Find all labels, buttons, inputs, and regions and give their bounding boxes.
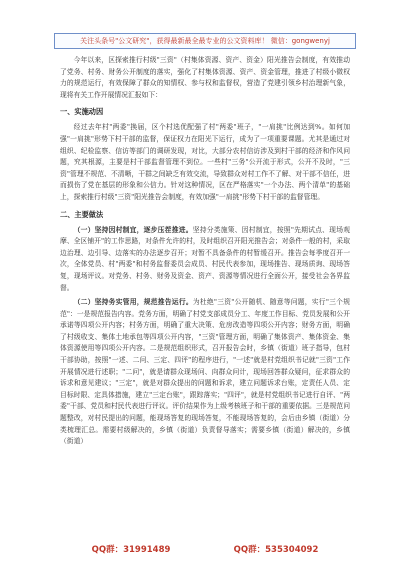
intro-paragraph: 今年以来，区探索推行村级"三资"（村集体资源、资产、资金）阳光推告会制度，有效推动了党务、村务、财务公开制度的落实，强化了村集体资源、资产、资金管理，推进了村级小微权力的规范运行，有效保障了群众的知情权、参与权和监督权，营造了党建引领乡村治理新气象，现将有关工作开展情况汇报如下：	[60, 56, 350, 99]
document-body	[60, 55, 350, 451]
promo-banner: 关注头条号"公文研究"，获得最新最全最专业的公文资料库！ 微信：gongwenyj	[54, 33, 356, 49]
footer	[60, 543, 350, 555]
section-1-paragraph: 经过去年村"两委"换届，区个村选优配强了村"两委"班子，"一肩挑"比例达到%。如何加强"一肩挑"形势下村干部的监督，保证权力在阳光下运行，成为了一项重要课题。尤其是通过对组织、纪检监察、信访等部门的调研发现，对比，大部分农村信访涉及到村干部的经济和作风问题，究其根源，主要是村干部监督管理不到位。一些村"三务"公开流于形式，公开不及时，"三资"管理不规范、不清晰，干群之间缺乏有效交流，导致群众对村工作不了解、对干部不信任，进而损伤了党在基层的形象和公信力。针对这种情况，区在严格落实"一个办法、两个清单"的基础上，探索推行村级"三资"阳光推告会制度，有效加强"一肩挑"形势下村干部的监督管理。	[60, 123, 350, 201]
subsection-1-paragraph	[60, 225, 350, 295]
subsection-2-text: 为杜绝"三资"公开随机、随意等问题，实行"三个规范"：一是规范报告内容。党务方面，明确了村党支部成员分工、年度工作目标、党员发展和公开承诺等四项公开内容；村务方面，明确了重大决策、危房改造等四项公开内容；财务方面，明确了村级收支、集体土地承包等四项公开内容，"三资"管理方面，明确了集体资产、集体资金、集体资源使用等四项公开内容。二是规范组织形式，召开报告会时，乡镇（街道）班子指导，包村干部协助，按照"一述、二问、三定、四评"的程序进行，"一述"就是村党组织书记就"三资"工作开展情况进行述职；"二问"，就是请群众现场问、向群众问计，现场回答群众疑问，征求群众的诉求和意见建议；"三定"，就是对群众提出的问题和诉求，建立问题诉求台账，定责任人员、定目标时限、定具体措施，建立"三定台账"，跟踪落实；"四评"，就是村党组织书记进行自评、"两委"干部、党员和村民代表进行评议。评价结果作为上级考核班子和干部的重要依据。三是规范问题整改，对村民提出的问题，能现场答复的现场答复，不能现场答复的，会后由乡镇（街道）分类梳理汇总。需要村级解决的，乡镇（街道）负责督导落实；需要乡镇（街道）解决的，乡镇（街道）	[60, 298, 350, 446]
section-2-heading: 二、主要做法	[60, 209, 104, 219]
subsection-2-title: （二）坚持务实管用，规范推告运行。	[73, 298, 193, 307]
subsection-2-paragraph	[60, 297, 350, 448]
section-1-heading: 一、实施动因	[60, 107, 104, 117]
subsection-1-title: （一）坚持因村制宜，逐步压茬推进。	[73, 225, 193, 234]
qq-group-2: QQ群：535304092	[233, 545, 319, 555]
qq-group-1: QQ群：31991489	[91, 545, 171, 555]
subsection-1-text: 坚持分类施策、因村制宜，按照"先期试点、现场观摩、全区铺开"的工作思路，对条件允许的村，及时组织召开阳光推告会；对条件一般的村，采取边治理、边引导、边落实的办法逐步召开；对暂不具备条件的村暂缓召开。推告会每季度召开一次，全体党员、村"两委"和村务监督委员会成员、村民代表参加，现场推告、现场质询、现场答复，现场评议。对党务、村务、财务及资金、资产、资源等情况进行全面公开，接受社会各界监督。	[60, 225, 350, 292]
